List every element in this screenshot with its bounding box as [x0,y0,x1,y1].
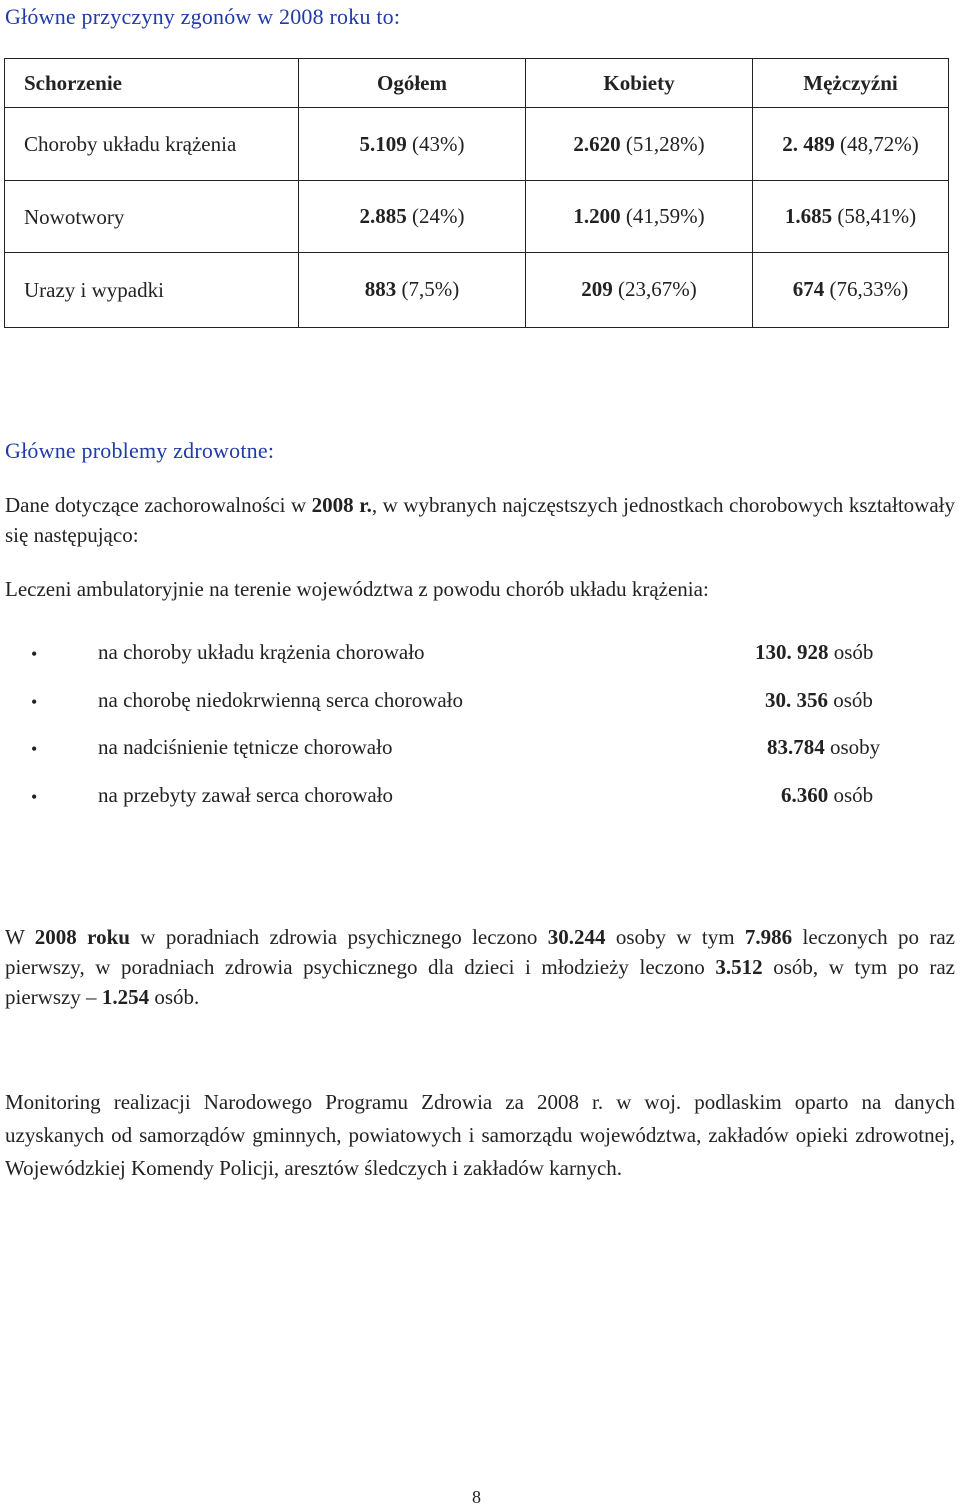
mental-text: osób. [149,985,200,1009]
cell-total-number: 2.885 [359,204,407,229]
stat-number: 30. 356 [765,687,828,712]
cell-men [753,108,949,181]
cell-men-percent: (48,72%) [840,131,919,156]
cell-men-number: 1.685 [784,204,833,229]
cell-total [299,108,526,181]
cell-total [299,252,526,327]
stat-unit: osoby [830,735,881,759]
cell-disease: Choroby układu krążenia [5,108,299,181]
cell-disease: Nowotwory [5,181,299,252]
paragraph-monitoring: Monitoring realizacji Narodowego Programu Zdrowia za 2008 r. w woj. podlaskim oparto na danych uzyskanych od samorządów gminnych, powiatowych i samorządu województwa, zakładów opieki zdrowotnej, Wojewódzkiej Komendy Policji, aresztów śledczych i zakładów karnych. [5,1090,955,1180]
mental-text: w poradniach zdrowia psychicznego leczono [129,925,548,949]
heading-causes-of-death: Główne przyczyny zgonów w 2008 roku to: [5,4,401,29]
stat-value [755,640,873,665]
mental-text: leczonych po raz pierwszy, w poradniach zdrowia psychicznego dla dzieci i młodzieży leczono [5,925,955,979]
column-header-total: Ogółem [299,59,526,108]
cell-women-percent: (51,28%) [625,131,705,156]
stat-unit: osób [833,782,874,807]
table-row [5,108,949,181]
column-header-men: Mężczyźni [753,59,949,108]
incidence-text-pre: Dane dotyczące zachorowalności w [5,493,312,517]
cell-disease: Urazy i wypadki [5,252,299,327]
list-item [0,636,960,684]
heading-health-problems: Główne problemy zdrowotne: [5,438,275,463]
stat-unit: osób [833,640,874,664]
mental-text: osób, w tym po raz pierwszy – [5,955,955,1009]
mental-total-treated: 30.244 [547,925,606,949]
cell-men-percent: (76,33%) [829,277,909,302]
list-item [0,731,960,779]
cell-women [526,181,753,252]
list-item [0,779,960,827]
column-header-disease: Schorzenie [5,59,299,108]
cell-women-percent: (41,59%) [625,204,705,229]
causes-of-death-table [4,58,949,328]
stat-label: na chorobę niedokrwienną serca chorowało [98,687,464,712]
stat-number: 6.360 [781,782,829,807]
paragraph-outpatient: Leczeni ambulatoryjnie na terenie województwa z powodu chorób układu krążenia: [5,577,709,601]
cell-total [299,181,526,252]
cell-total-percent: (24%) [412,204,465,229]
bullet-icon: • [31,786,38,807]
list-item [0,684,960,732]
cell-men [753,181,949,252]
stat-number: 130. 928 [755,640,829,664]
cell-women-number: 209 [581,277,613,302]
table-row [5,252,949,327]
stat-value [781,783,873,808]
mental-text: W [5,925,35,949]
cell-total-number: 5.109 [359,131,407,156]
bullet-icon: • [31,644,38,664]
incidence-text-post: , w wybranych najczęstszych jednostkach chorobowych kształtowały się następująco: [5,493,955,547]
mental-youth-treated: 3.512 [715,955,763,979]
cell-men [753,252,949,327]
stat-unit: osób [833,687,873,712]
cell-total-percent: (43%) [412,131,465,156]
stat-label: na choroby układu krążenia chorowało [98,640,425,664]
mental-year: 2008 roku [34,925,130,949]
paragraph-incidence [5,490,955,550]
stat-number: 83.784 [767,735,825,759]
cell-women [526,252,753,327]
page-number: 8 [472,1487,481,1507]
mental-first-time: 7.986 [744,925,793,949]
stat-label: na nadciśnienie tętnicze chorowało [98,735,393,759]
cell-men-percent: (58,41%) [837,204,917,229]
mental-youth-first-time: 1.254 [101,985,150,1009]
cell-women [526,108,753,181]
column-header-women: Kobiety [526,59,753,108]
stat-value [767,735,880,760]
stat-value [765,688,873,713]
bullet-icon: • [31,691,38,712]
circulatory-stats-list [0,636,960,826]
cell-women-number: 1.200 [573,204,621,229]
incidence-year: 2008 r. [311,493,372,517]
cell-men-number: 674 [792,277,825,302]
cell-total-number: 883 [364,277,397,302]
cell-men-number: 2. 489 [782,131,835,156]
cell-women-number: 2.620 [573,131,621,156]
stat-label: na przebyty zawał serca chorowało [98,782,394,807]
table-header-row [5,59,949,108]
paragraph-mental-health [5,922,955,1012]
cell-women-percent: (23,67%) [618,277,697,302]
cell-total-percent: (7,5%) [401,277,460,302]
table-row [5,181,949,252]
mental-text: osoby w tym [605,925,745,949]
bullet-icon: • [31,739,38,759]
